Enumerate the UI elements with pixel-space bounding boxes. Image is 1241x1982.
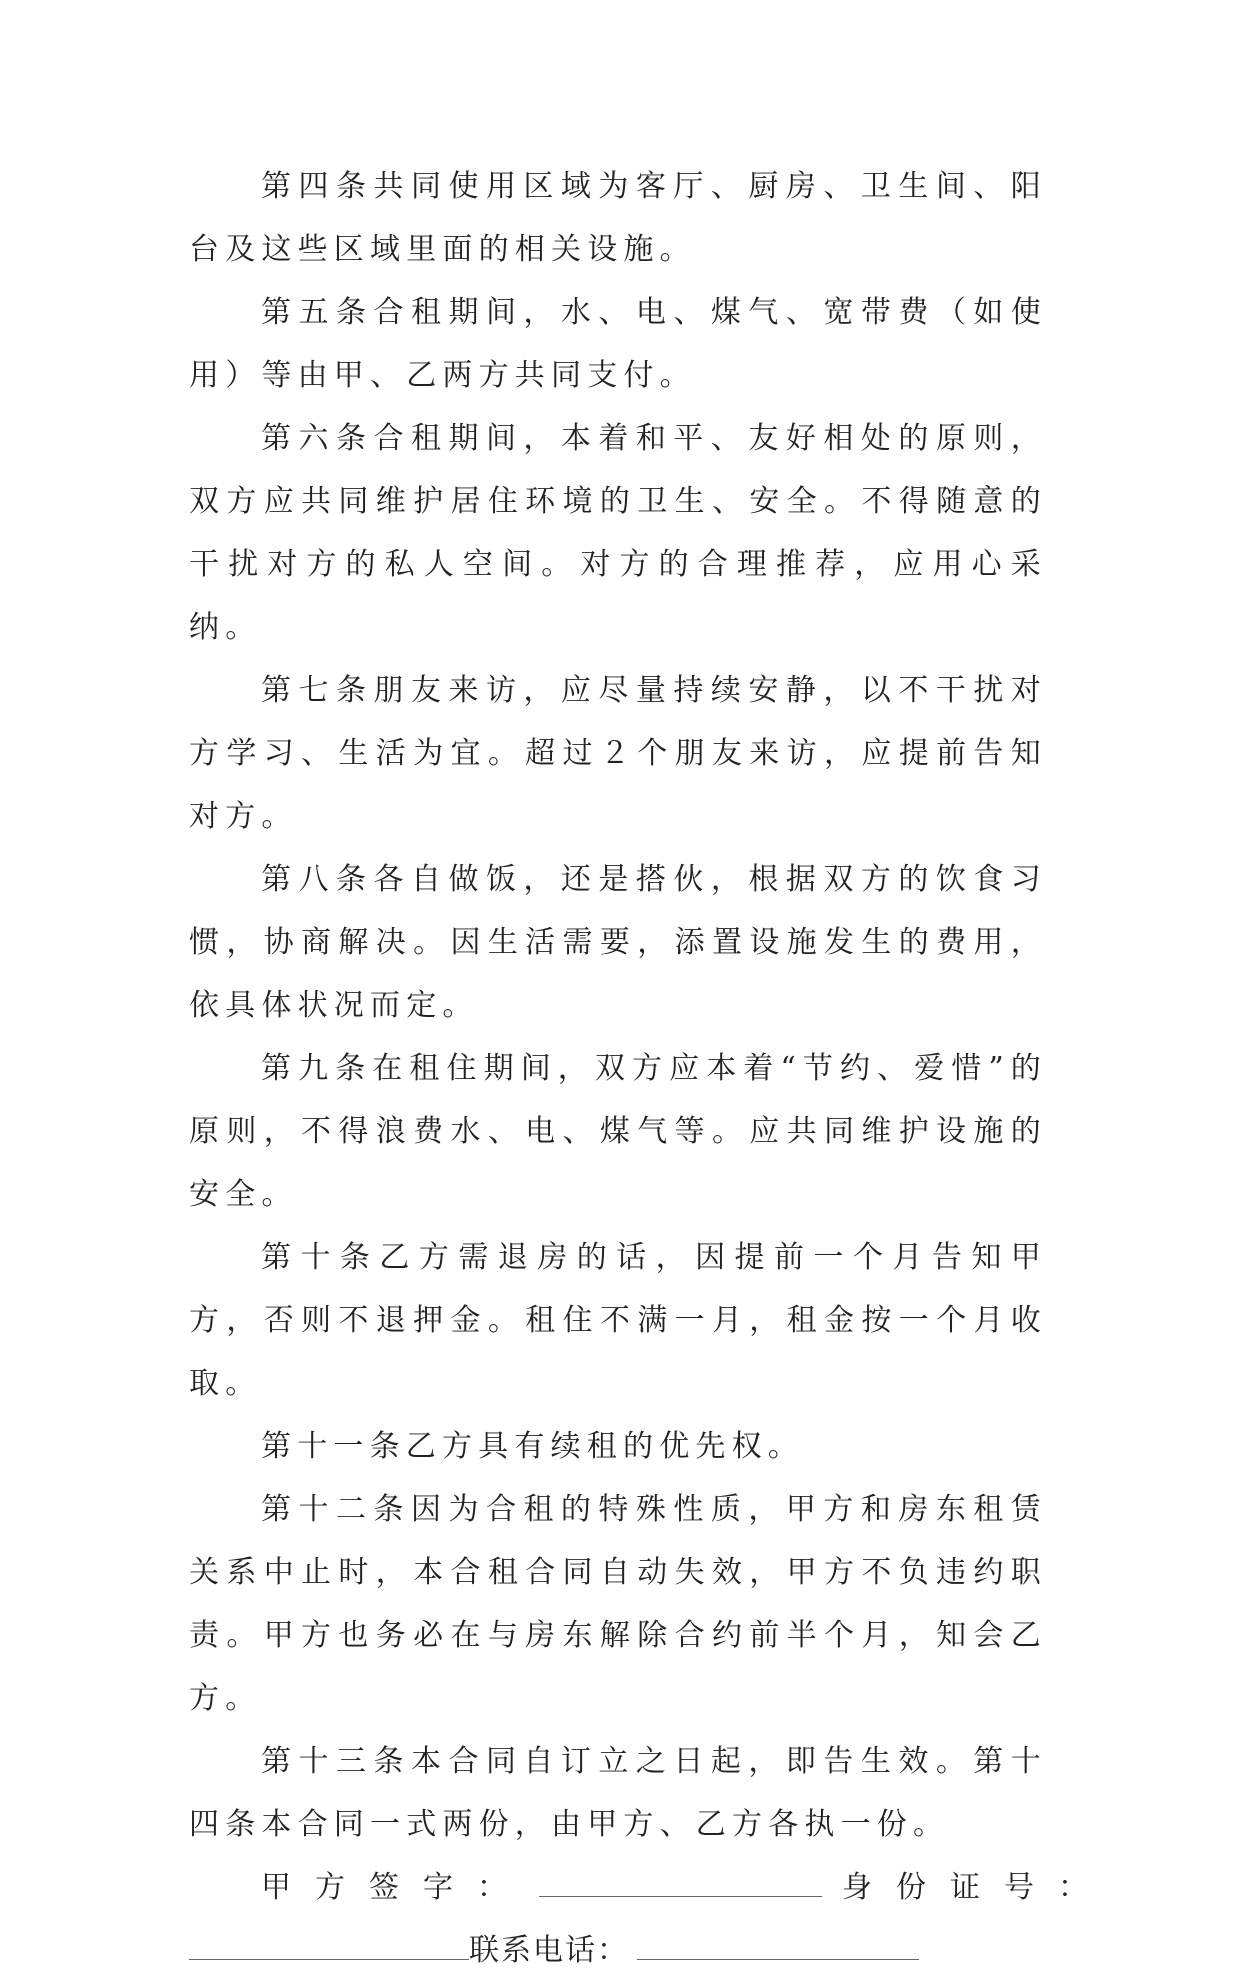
signature-line [189,1856,1112,1919]
phone-label: 联系电话： [469,1933,629,1968]
clause-5: 第五条合租期间，水、电、煤气、宽带费（如使用）等由甲、乙两方共同支付。 [189,295,1047,393]
clause-12: 第十二条因为合租的特殊性质，甲方和房东租赁关系中止时，本合租合同自动失效，甲方不负违约职责。甲方也务必在与房东解除合约前半个月，知会乙方。 [189,1492,1047,1716]
clause-7: 第七条朋友来访，应尽量持续安静，以不干扰对方学习、生活为宜。超过２个朋友来访，应提前告知对方。 [189,673,1047,834]
clause-4: 第四条共同使用区域为客厅、厨房、卫生间、阳台及这些区域里面的相关设施。 [189,169,1047,267]
contract-body [189,155,1112,1982]
clause-9: 第九条在租住期间，双方应本着“节约、爱惜”的原则，不得浪费水、电、煤气等。应共同维护设施的安全。 [189,1051,1047,1212]
id-number-blank[interactable] [189,1937,469,1960]
clause-6: 第六条合租期间，本着和平、友好相处的原则，双方应共同维护居住环境的卫生、安全。不得随意的干扰对方的私人空间。对方的合理推荐，应用心采纳。 [189,421,1047,645]
clause-8: 第八条各自做饭，还是搭伙，根据双方的饮食习惯，协商解决。因生活需要，添置设施发生的费用，依具体状况而定。 [189,862,1047,1023]
clause-10: 第十条乙方需退房的话，因提前一个月告知甲方，否则不退押金。租住不满一月，租金按一个月收取。 [189,1240,1047,1401]
clause-11: 第十一条乙方具有续租的优先权。 [261,1429,804,1464]
contact-line [189,1919,1047,1982]
party-a-signature-label: 甲方签字： [261,1870,531,1905]
clause-13-14: 第十三条本合同自订立之日起，即告生效。第十四条本合同一式两份，由甲方、乙方各执一份。 [189,1744,1047,1842]
id-number-label: 身份证号： [842,1870,1112,1905]
phone-blank[interactable] [637,1937,919,1960]
party-a-signature-blank[interactable] [539,1874,822,1897]
